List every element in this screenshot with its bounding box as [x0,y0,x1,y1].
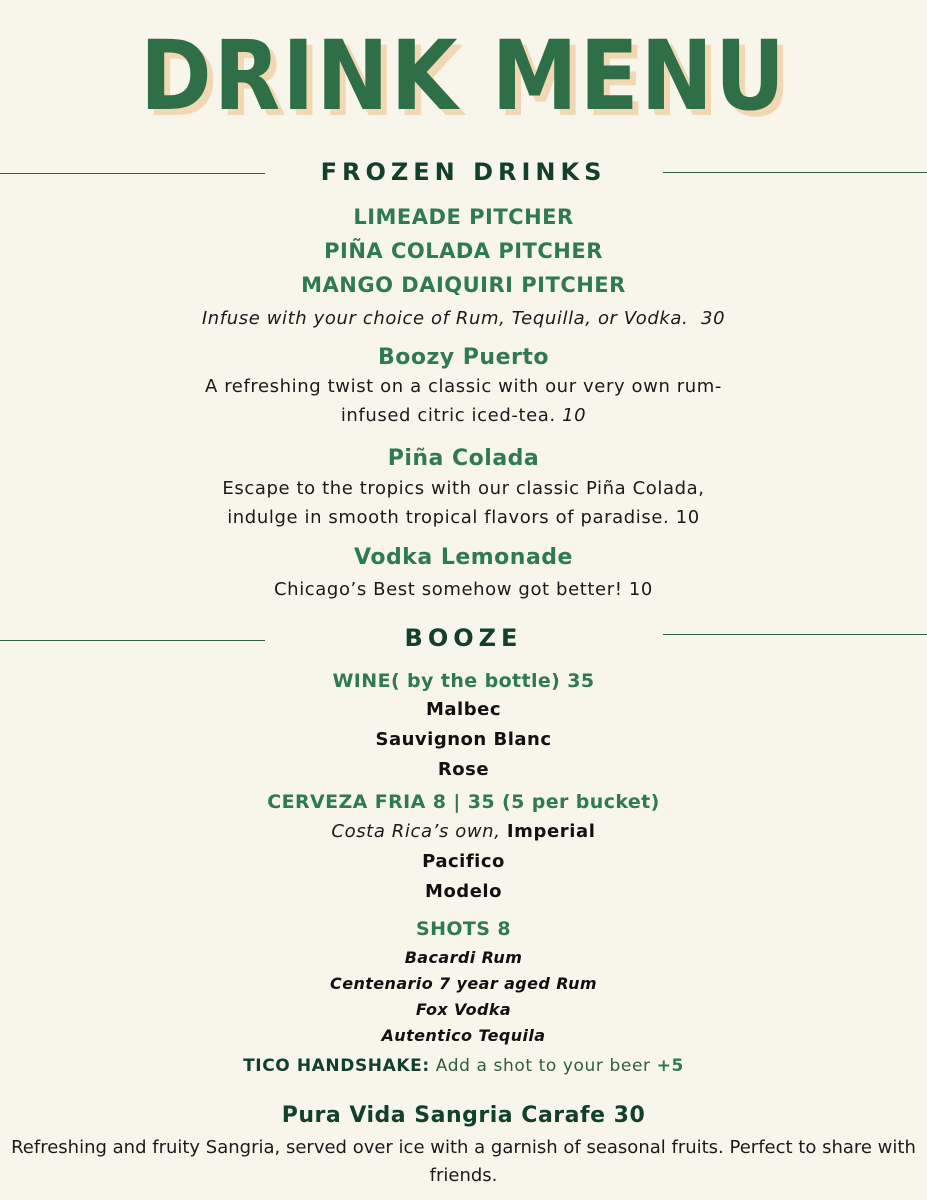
shot-item: Centenario 7 year aged Rum [330,974,597,993]
wine-item: Sauvignon Blanc [375,729,552,750]
shot-item: Bacardi Rum [404,948,523,967]
pitcher-item: LIMEADE PITCHER [353,205,574,229]
drink-name: Piña Colada [387,446,540,471]
section-heading-booze: BOOZE [404,624,523,652]
wine-item: Malbec [426,699,501,720]
drink-price: 10 [562,405,587,426]
beer-heading: CERVEZA FRIA 8 | 35 (5 per bucket) [267,791,660,813]
handshake-text: Add a shot to your beer [429,1056,657,1076]
menu-title: DRINK MENU [140,20,787,132]
pitcher-item: MANGO DAIQUIRI PITCHER [301,273,626,297]
drink-description: indulge in smooth tropical flavors of paradise. 10 [227,507,700,528]
drink-name: Boozy Puerto [378,345,549,370]
beer-item [0,823,927,841]
shot-item: Autentico Tequila [381,1026,546,1045]
beer-item: Modelo [425,881,502,902]
pitcher-note [0,310,927,328]
sangria-description: Refreshing and fruity Sangria, served over ice with a garnish of seasonal fruits. Perfect to share with friends. [11,1137,916,1186]
sangria-name: Pura Vida Sangria Carafe 30 [281,1103,646,1128]
pitcher-price: 30 [701,308,726,329]
tico-handshake [0,1058,927,1075]
shots-heading: SHOTS 8 [415,918,512,940]
handshake-price: +5 [656,1056,684,1076]
wine-item: Rose [437,759,490,780]
drink-name: Vodka Lemonade [354,545,573,570]
drink-description-text: infused citric iced-tea. [340,405,556,426]
drink-description: Chicago’s Best somehow got better! 10 [274,579,653,600]
wine-heading: WINE( by the bottle) 35 [332,670,595,692]
pitcher-item: PIÑA COLADA PITCHER [324,239,603,263]
handshake-label: TICO HANDSHAKE: [243,1056,430,1076]
section-heading-frozen: FROZEN DRINKS [320,158,607,186]
beer-name: Imperial [506,821,596,842]
drink-description [0,407,927,425]
beer-item: Pacifico [422,851,505,872]
drink-description: Escape to the tropics with our classic Piña Colada, [222,478,705,499]
beer-intro: Costa Rica’s own, [331,821,507,842]
shot-item: Fox Vodka [415,1000,512,1019]
drink-description: A refreshing twist on a classic with our very own rum- [204,376,723,397]
pitcher-note-text: Infuse with your choice of Rum, Tequilla, or Vodka. [201,308,689,329]
